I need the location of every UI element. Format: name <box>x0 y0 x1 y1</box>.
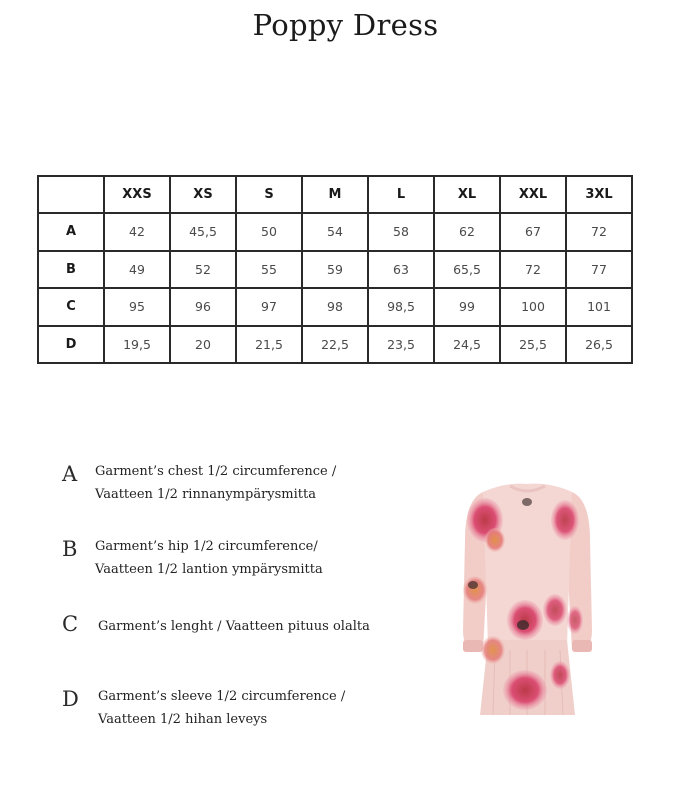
table-cell: 95 <box>104 288 170 326</box>
header-cell-size: S <box>236 176 302 213</box>
table-cell: 19,5 <box>104 326 170 364</box>
table-cell: 20 <box>170 326 236 364</box>
header-cell-size: XXL <box>500 176 566 213</box>
legend-line-fi: Vaatteen 1/2 rinnanympärysmitta <box>95 487 316 502</box>
header-cell-size: 3XL <box>566 176 632 213</box>
row-label: D <box>38 326 104 364</box>
table-cell: 98 <box>302 288 368 326</box>
table-row <box>38 213 632 251</box>
table-cell: 63 <box>368 251 434 289</box>
table-cell: 26,5 <box>566 326 632 364</box>
table-row <box>38 288 632 326</box>
header-cell-size: XL <box>434 176 500 213</box>
size-chart-table <box>37 175 633 364</box>
table-header-row <box>38 176 632 213</box>
table-cell: 96 <box>170 288 236 326</box>
table-cell: 24,5 <box>434 326 500 364</box>
table-cell: 49 <box>104 251 170 289</box>
legend-line-fi: Vaatteen 1/2 hihan leveys <box>98 712 268 727</box>
table-cell: 52 <box>170 251 236 289</box>
legend-letter: C <box>62 612 79 636</box>
table-cell: 50 <box>236 213 302 251</box>
table-cell: 42 <box>104 213 170 251</box>
header-cell-size: XS <box>170 176 236 213</box>
table-cell: 77 <box>566 251 632 289</box>
table-cell: 59 <box>302 251 368 289</box>
table-cell: 54 <box>302 213 368 251</box>
table-cell: 58 <box>368 213 434 251</box>
table-cell: 99 <box>434 288 500 326</box>
header-cell-size: L <box>368 176 434 213</box>
table-cell: 67 <box>500 213 566 251</box>
table-cell: 97 <box>236 288 302 326</box>
row-label: A <box>38 213 104 251</box>
legend-letter: A <box>62 462 78 486</box>
table-cell: 45,5 <box>170 213 236 251</box>
table-cell: 65,5 <box>434 251 500 289</box>
table-cell: 100 <box>500 288 566 326</box>
header-cell-size: XXS <box>104 176 170 213</box>
table-row <box>38 251 632 289</box>
table-cell: 23,5 <box>368 326 434 364</box>
table-cell: 72 <box>566 213 632 251</box>
row-label: C <box>38 288 104 326</box>
table-cell: 25,5 <box>500 326 566 364</box>
legend-line-en: Garment’s sleeve 1/2 circumference / <box>98 689 346 704</box>
legend-line-fi: Vaatteen 1/2 lantion ympärysmitta <box>95 562 323 577</box>
table-cell: 101 <box>566 288 632 326</box>
legend-letter: B <box>62 537 78 561</box>
dress-product-image <box>455 480 600 720</box>
legend-line-en: Garment’s chest 1/2 circumference / <box>95 464 337 479</box>
table-cell: 62 <box>434 213 500 251</box>
row-label: B <box>38 251 104 289</box>
table-cell: 72 <box>500 251 566 289</box>
table-cell: 55 <box>236 251 302 289</box>
legend-line-en: Garment’s hip 1/2 circumference/ <box>95 539 318 554</box>
legend-line-en: Garment’s lenght / Vaatteen pituus olalta <box>98 619 370 634</box>
table-row <box>38 326 632 364</box>
table-cell: 22,5 <box>302 326 368 364</box>
header-cell-size: M <box>302 176 368 213</box>
header-cell-empty <box>38 176 104 213</box>
table-cell: 21,5 <box>236 326 302 364</box>
legend-letter: D <box>62 687 79 711</box>
table-cell: 98,5 <box>368 288 434 326</box>
page-title: Poppy Dress <box>252 8 439 42</box>
